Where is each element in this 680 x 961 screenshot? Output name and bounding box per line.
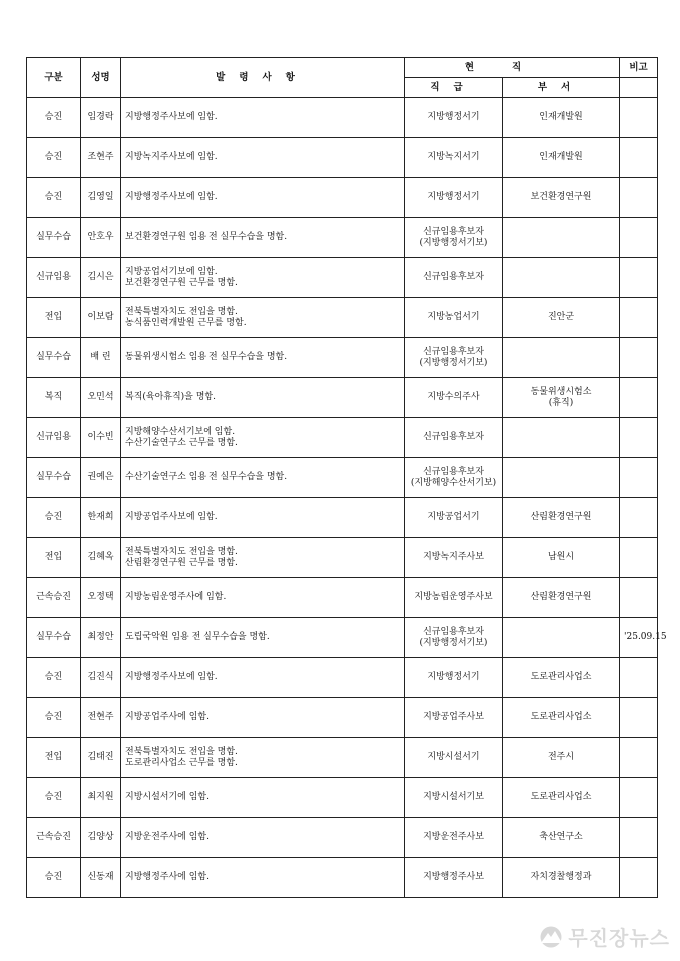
cell-dept [503,498,620,538]
header-note: 비고 [620,58,658,78]
cell-category: 복직 [27,378,81,418]
cell-grade [405,98,503,138]
cell-dept [503,618,620,658]
cell-category: 승진 [27,138,81,178]
cell-order [121,98,405,138]
cell-order [121,338,405,378]
cell-name: 신동재 [81,858,121,898]
cell-category: 승진 [27,178,81,218]
cell-dept [503,138,620,178]
dept-line: 자치경찰행정과 [530,872,592,882]
header-dept: 부서 [503,78,620,98]
cell-category: 전입 [27,538,81,578]
order-line: 수산기술연구소 임용 전 실무수습을 명함. [125,472,288,482]
cell-dept [503,578,620,618]
grade-line: 신규임용후보자 [423,226,484,237]
order-line: 지방공업서기보에 임함. [125,266,218,277]
order-line: 동물위생시험소 임용 전 실무수습을 명함. [125,352,288,362]
header-name: 성명 [81,58,121,98]
table-row [27,538,658,578]
order-line: 도로관리사업소 근무를 명함. [125,757,238,768]
cell-grade [405,458,503,498]
header-category: 구분 [27,58,81,98]
cell-dept [503,338,620,378]
cell-name: 김시은 [81,258,121,298]
grade-line: (지방행정서기보) [419,357,488,368]
cell-order [121,578,405,618]
cell-note [620,418,658,458]
cell-name: 김양상 [81,818,121,858]
grade-line: 지방녹지서기 [427,152,480,162]
grade-line: 지방행정서기 [427,672,480,682]
cell-category: 승진 [27,498,81,538]
dept-line: 진안군 [547,312,575,322]
grade-line: 신규임용후보자 [423,626,484,637]
cell-grade [405,418,503,458]
table-header [27,58,658,98]
table-row [27,818,658,858]
grade-line: 지방행정서기 [427,192,480,202]
cell-category: 승진 [27,98,81,138]
cell-category: 승진 [27,698,81,738]
grade-line: 지방행정서기 [427,112,480,122]
personnel-order-table [26,57,667,898]
cell-grade [405,778,503,818]
order-line: 지방공업주사보에 임함. [125,512,218,522]
dept-line: (휴직) [548,397,574,408]
cell-order [121,738,405,778]
table-row [27,258,658,298]
cell-grade [405,338,503,378]
dept-line: 보건환경연구원 [530,192,592,202]
cell-note [620,538,658,578]
cell-name: 임경락 [81,98,121,138]
cell-order [121,298,405,338]
table-row [27,858,658,898]
order-line: 지방운전주사에 임함. [125,832,209,842]
cell-note: '25.09.15 [620,618,658,658]
cell-grade [405,138,503,178]
cell-note [620,458,658,498]
order-line: 수산기술연구소 근무를 명함. [125,437,238,448]
cell-order [121,658,405,698]
grade-line: 지방농림운영주사보 [414,592,493,602]
table-row [27,658,658,698]
cell-order [121,378,405,418]
cell-dept [503,818,620,858]
cell-category: 전입 [27,738,81,778]
dept-line: 산림환경연구원 [530,592,592,602]
order-line: 전북특별자치도 전입을 명함. [125,546,238,557]
cell-category: 신규임용 [27,418,81,458]
cell-note [620,98,658,138]
cell-grade [405,818,503,858]
cell-grade [405,698,503,738]
cell-name: 최정안 [81,618,121,658]
order-line: 지방공업주사에 임함. [125,712,209,722]
grade-line: (지방해양수산서기보) [410,477,497,488]
cell-grade [405,618,503,658]
cell-dept [503,858,620,898]
cell-name: 권예은 [81,458,121,498]
grade-line: 지방시설서기보 [423,792,484,802]
order-line: 농식품인력개발원 근무를 명함. [125,317,247,328]
table-row [27,418,658,458]
watermark [538,922,670,951]
cell-order [121,258,405,298]
cell-category: 실무수습 [27,218,81,258]
cell-name: 이보람 [81,298,121,338]
cell-note [620,138,658,178]
cell-note [620,498,658,538]
table-row [27,298,658,338]
order-line: 지방행정주사보에 임함. [125,672,218,682]
cell-note [620,218,658,258]
mountain-logo-icon [538,926,564,948]
cell-order [121,418,405,458]
cell-category: 실무수습 [27,458,81,498]
dept-line: 동물위생시험소 [530,386,592,397]
table-row [27,618,658,658]
order-line: 도립국악원 임용 전 실무수습을 명함. [125,632,270,642]
table-row [27,698,658,738]
order-line: 지방시설서기에 임함. [125,792,209,802]
dept-line: 산림환경연구원 [530,512,592,522]
cell-category: 신규임용 [27,258,81,298]
cell-dept [503,258,620,298]
table-row [27,498,658,538]
table-row [27,738,658,778]
header-note-blank [620,78,658,98]
cell-order [121,858,405,898]
grade-line: (지방행정서기보) [419,237,488,248]
cell-note [620,818,658,858]
watermark-text: 무진장뉴스 [568,926,670,950]
grade-line: 지방공업주사보 [423,712,484,722]
cell-dept [503,218,620,258]
dept-line: 도로관리사업소 [530,792,592,802]
dept-line: 도로관리사업소 [530,672,592,682]
cell-order [121,818,405,858]
cell-grade [405,538,503,578]
cell-name: 이수빈 [81,418,121,458]
cell-dept [503,738,620,778]
dept-line: 도로관리사업소 [530,712,592,722]
order-line: 지방행정주사보에 임함. [125,112,218,122]
order-line: 전북특별자치도 전입을 명함. [125,306,238,317]
cell-order [121,778,405,818]
grade-line: 지방운전주사보 [423,832,484,842]
cell-category: 승진 [27,658,81,698]
order-line: 보건환경연구원 임용 전 실무수습을 명함. [125,232,288,242]
grade-line: 신규임용후보자 [423,272,484,282]
order-line: 지방행정주사에 임함. [125,872,209,882]
order-line: 복직(육아휴직)을 명함. [125,392,216,402]
cell-order [121,698,405,738]
table-row [27,98,658,138]
cell-dept [503,458,620,498]
cell-grade [405,378,503,418]
cell-dept [503,98,620,138]
cell-category: 승진 [27,778,81,818]
order-line: 지방농림운영주사에 임함. [125,592,227,602]
cell-grade [405,578,503,618]
cell-name: 배 린 [81,338,121,378]
cell-note [620,658,658,698]
cell-name: 최지원 [81,778,121,818]
cell-order [121,458,405,498]
dept-line: 남원시 [547,552,575,562]
grade-line: 지방농업서기 [427,312,480,322]
cell-note [620,738,658,778]
order-line: 지방녹지주사보에 임함. [125,152,218,162]
grade-line: 지방녹지주사보 [423,552,484,562]
cell-order [121,538,405,578]
cell-grade [405,178,503,218]
cell-grade [405,298,503,338]
dept-line: 전주시 [547,752,575,762]
cell-grade [405,218,503,258]
cell-category: 근속승진 [27,818,81,858]
cell-note [620,298,658,338]
cell-order [121,218,405,258]
cell-dept [503,418,620,458]
table-row [27,178,658,218]
cell-note [620,258,658,298]
cell-dept [503,778,620,818]
dept-line: 축산연구소 [539,832,583,842]
cell-note [620,858,658,898]
dept-line: 인재개발원 [539,152,583,162]
cell-dept [503,178,620,218]
grade-line: 신규임용후보자 [423,466,484,477]
cell-name: 오민석 [81,378,121,418]
cell-grade [405,658,503,698]
cell-name: 김태진 [81,738,121,778]
cell-category: 근속승진 [27,578,81,618]
header-grade: 직급 [405,78,503,98]
grade-line: 지방행정주사보 [423,872,484,882]
order-line: 지방행정주사보에 임함. [125,192,218,202]
cell-dept [503,378,620,418]
grade-line: 신규임용후보자 [423,346,484,357]
cell-category: 실무수습 [27,338,81,378]
cell-name: 한재희 [81,498,121,538]
grade-line: 지방시설서기 [427,752,480,762]
grade-line: 신규임용후보자 [423,432,484,442]
cell-grade [405,498,503,538]
table-row [27,778,658,818]
order-line: 전북특별자치도 전입을 명함. [125,746,238,757]
order-line: 지방해양수산서기보에 임함. [125,426,236,437]
cell-note [620,698,658,738]
cell-dept [503,698,620,738]
cell-order [121,178,405,218]
cell-name: 김진식 [81,658,121,698]
grade-line: 지방공업서기 [427,512,480,522]
grade-line: 지방수의주사 [427,392,480,402]
cell-category: 전입 [27,298,81,338]
table-row [27,218,658,258]
cell-category: 실무수습 [27,618,81,658]
cell-note [620,578,658,618]
cell-name: 김영일 [81,178,121,218]
cell-category: 승진 [27,858,81,898]
order-line: 산림환경연구원 근무를 명함. [125,557,238,568]
grade-line: (지방행정서기보) [419,637,488,648]
cell-order [121,138,405,178]
header-current: 현직 [405,58,620,78]
cell-grade [405,858,503,898]
dept-line: 인재개발원 [539,112,583,122]
cell-order [121,498,405,538]
cell-note [620,338,658,378]
cell-order [121,618,405,658]
cell-dept [503,298,620,338]
table-body [27,98,667,898]
cell-name: 조현주 [81,138,121,178]
cell-name: 안호우 [81,218,121,258]
cell-dept [503,538,620,578]
cell-note [620,378,658,418]
table-row [27,138,658,178]
cell-grade [405,738,503,778]
table-row [27,578,658,618]
cell-note [620,178,658,218]
cell-name: 김혜옥 [81,538,121,578]
table-row [27,458,658,498]
table-row [27,378,658,418]
order-line: 보건환경연구원 근무를 명함. [125,277,238,288]
cell-dept [503,658,620,698]
cell-grade [405,258,503,298]
cell-note [620,778,658,818]
table-row [27,338,658,378]
cell-name: 오정택 [81,578,121,618]
cell-name: 전현주 [81,698,121,738]
header-order: 발령사항 [121,58,405,98]
